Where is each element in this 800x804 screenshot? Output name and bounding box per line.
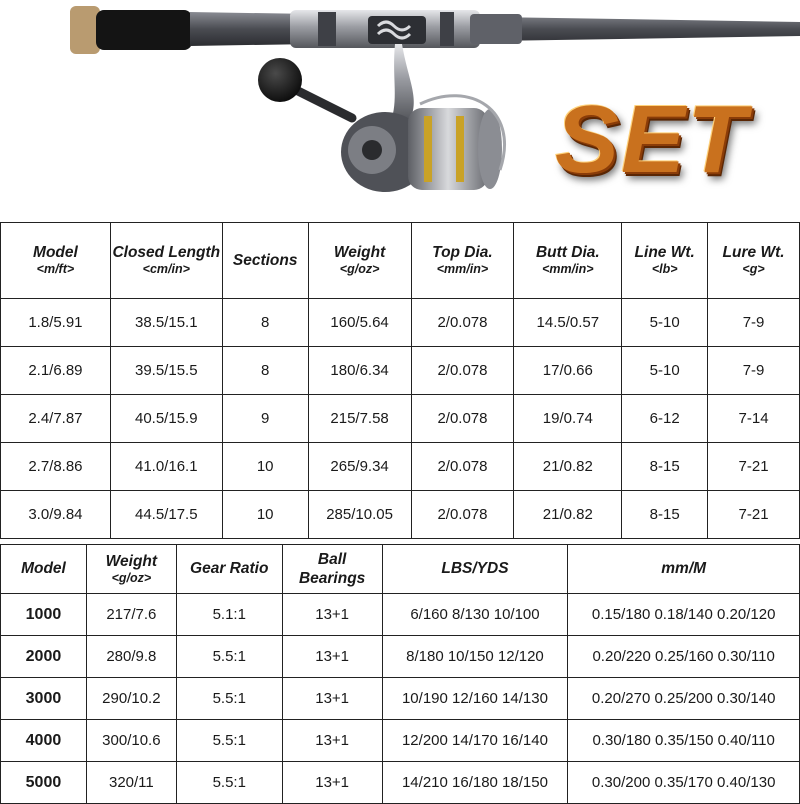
table-cell: 6/160 8/130 10/100 [382, 594, 568, 636]
header-ball-bearings: Ball Bearings [282, 545, 382, 594]
header-weight: Weight <g/oz> [308, 223, 411, 299]
table-cell: 2/0.078 [411, 491, 514, 539]
table-cell: 2/0.078 [411, 299, 514, 347]
table-cell: 13+1 [282, 720, 382, 762]
header-line-wt: Line Wt. <lb> [622, 223, 708, 299]
table-cell: 5.5:1 [176, 678, 282, 720]
rod-spec-table [0, 222, 800, 539]
table-cell: 3000 [1, 678, 87, 720]
table-cell: 2.7/8.86 [1, 443, 111, 491]
header-lure-wt: Lure Wt. <g> [708, 223, 800, 299]
header-lbs-yds: LBS/YDS [382, 545, 568, 594]
table-cell: 5-10 [622, 347, 708, 395]
table-cell: 300/10.6 [86, 720, 176, 762]
table-row [1, 299, 800, 347]
table-cell: 7-21 [708, 491, 800, 539]
table-cell: 8 [222, 299, 308, 347]
table-cell: 215/7.58 [308, 395, 411, 443]
table-cell: 160/5.64 [308, 299, 411, 347]
table-row [1, 347, 800, 395]
table-row [1, 594, 800, 636]
header-model: Model <m/ft> [1, 223, 111, 299]
rod-handle [96, 10, 192, 50]
table-cell: 10 [222, 491, 308, 539]
table-row [1, 762, 800, 804]
table-cell: 14.5/0.57 [514, 299, 622, 347]
table-cell: 285/10.05 [308, 491, 411, 539]
header-gear-ratio: Gear Ratio [176, 545, 282, 594]
header-closed-length: Closed Length <cm/in> [110, 223, 222, 299]
reel-handle-knob [258, 58, 302, 102]
reel-table-header [1, 545, 800, 594]
table-cell: 21/0.82 [514, 491, 622, 539]
table-cell: 12/200 14/170 16/140 [382, 720, 568, 762]
table-cell: 7-9 [708, 347, 800, 395]
table-cell: 2.1/6.89 [1, 347, 111, 395]
table-cell: 1000 [1, 594, 87, 636]
table-cell: 4000 [1, 720, 87, 762]
table-cell: 21/0.82 [514, 443, 622, 491]
table-cell: 2/0.078 [411, 347, 514, 395]
table-cell: 6-12 [622, 395, 708, 443]
table-cell: 5000 [1, 762, 87, 804]
table-cell: 7-21 [708, 443, 800, 491]
table-cell: 0.30/200 0.35/170 0.40/130 [568, 762, 800, 804]
table-cell: 40.5/15.9 [110, 395, 222, 443]
table-cell: 8 [222, 347, 308, 395]
table-cell: 13+1 [282, 762, 382, 804]
header-reel-model: Model [1, 545, 87, 594]
table-cell: 8-15 [622, 491, 708, 539]
table-cell: 2.4/7.87 [1, 395, 111, 443]
reel-spool [408, 108, 488, 190]
table-cell: 17/0.66 [514, 347, 622, 395]
table-row [1, 491, 800, 539]
table-cell: 0.30/180 0.35/150 0.40/110 [568, 720, 800, 762]
table-cell: 19/0.74 [514, 395, 622, 443]
table-row [1, 636, 800, 678]
table-cell: 5.5:1 [176, 762, 282, 804]
table-cell: 2000 [1, 636, 87, 678]
table-cell: 9 [222, 395, 308, 443]
table-cell: 5.5:1 [176, 720, 282, 762]
table-cell: 320/11 [86, 762, 176, 804]
table-cell: 13+1 [282, 678, 382, 720]
table-cell: 5.5:1 [176, 636, 282, 678]
table-cell: 0.20/270 0.25/200 0.30/140 [568, 678, 800, 720]
table-cell: 8-15 [622, 443, 708, 491]
header-butt-dia: Butt Dia. <mm/in> [514, 223, 622, 299]
reel-spec-table [0, 544, 800, 804]
product-hero-image [0, 0, 800, 222]
table-cell: 7-14 [708, 395, 800, 443]
table-cell: 1.8/5.91 [1, 299, 111, 347]
table-cell: 265/9.34 [308, 443, 411, 491]
table-cell: 44.5/17.5 [110, 491, 222, 539]
table-cell: 7-9 [708, 299, 800, 347]
table-cell: 290/10.2 [86, 678, 176, 720]
table-cell: 2/0.078 [411, 395, 514, 443]
table-cell: 39.5/15.5 [110, 347, 222, 395]
header-mm-m: mm/M [568, 545, 800, 594]
table-row [1, 720, 800, 762]
header-sections: Sections [222, 223, 308, 299]
table-cell: 5.1:1 [176, 594, 282, 636]
set-title: SET [555, 86, 748, 193]
table-cell: 217/7.6 [86, 594, 176, 636]
table-row [1, 678, 800, 720]
rod-table-header [1, 223, 800, 299]
table-row [1, 395, 800, 443]
table-cell: 8/180 10/150 12/120 [382, 636, 568, 678]
table-cell: 14/210 16/180 18/150 [382, 762, 568, 804]
table-cell: 2/0.078 [411, 443, 514, 491]
table-row [1, 443, 800, 491]
table-cell: 180/6.34 [308, 347, 411, 395]
reel-stem [392, 44, 414, 120]
table-cell: 13+1 [282, 636, 382, 678]
table-cell: 10/190 12/160 14/130 [382, 678, 568, 720]
table-cell: 41.0/16.1 [110, 443, 222, 491]
table-cell: 0.20/220 0.25/160 0.30/110 [568, 636, 800, 678]
table-cell: 280/9.8 [86, 636, 176, 678]
table-cell: 5-10 [622, 299, 708, 347]
table-cell: 0.15/180 0.18/140 0.20/120 [568, 594, 800, 636]
header-reel-weight: Weight <g/oz> [86, 545, 176, 594]
cork-butt [70, 6, 100, 54]
header-top-dia: Top Dia. <mm/in> [411, 223, 514, 299]
table-cell: 10 [222, 443, 308, 491]
table-cell: 38.5/15.1 [110, 299, 222, 347]
table-cell: 3.0/9.84 [1, 491, 111, 539]
table-cell: 13+1 [282, 594, 382, 636]
